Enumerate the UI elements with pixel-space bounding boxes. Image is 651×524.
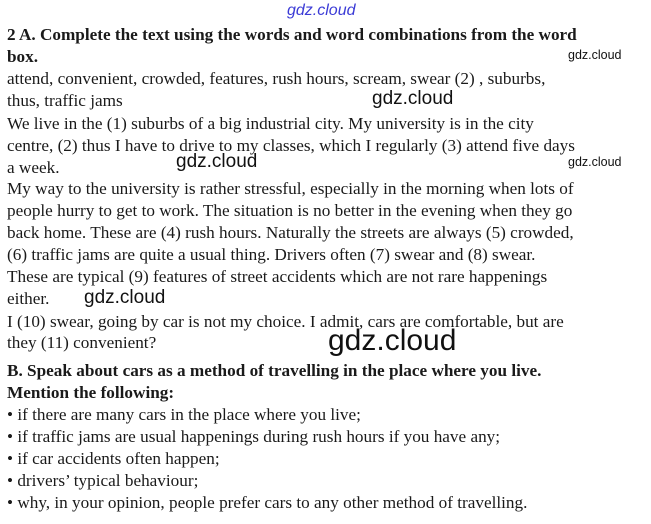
bullet-item: • if car accidents often happen; bbox=[7, 449, 220, 468]
part-b-heading-line-2: Mention the following: bbox=[7, 383, 175, 402]
text-line: people hurry to get to work. The situation is no better in the evening when they go bbox=[7, 201, 573, 220]
word-box-line-1: attend, convenient, crowded, features, rush hours, scream, swear (2) , suburbs, bbox=[7, 69, 546, 88]
text-line: My way to the university is rather stressful, especially in the morning when lots of bbox=[7, 179, 574, 198]
bullet-item: • if there are many cars in the place where you live; bbox=[7, 405, 361, 424]
watermark-medium-1: gdz.cloud bbox=[372, 88, 454, 109]
text-line: These are typical (9) features of street accidents which are not rare happenings bbox=[7, 267, 548, 286]
word-box-line-2: thus, traffic jams bbox=[7, 91, 123, 110]
text-line: We live in the (1) suburbs of a big industrial city. My university is in the city bbox=[7, 114, 534, 133]
text-line: I (10) swear, going by car is not my choice. I admit, cars are comfortable, but are bbox=[7, 312, 564, 331]
bullet-item: • why, in your opinion, people prefer cars to any other method of travelling. bbox=[7, 493, 528, 512]
bullet-item: • drivers’ typical behaviour; bbox=[7, 471, 199, 490]
watermark-top: gdz.cloud bbox=[287, 2, 356, 19]
part-b-heading-line-1: B. Speak about cars as a method of travelling in the place where you live. bbox=[7, 361, 542, 380]
watermark-medium-2: gdz.cloud bbox=[176, 151, 258, 172]
exercise-heading-line-2: box. bbox=[7, 47, 39, 66]
text-line: they (11) convenient? bbox=[7, 333, 157, 352]
watermark-small-2: gdz.cloud bbox=[568, 155, 622, 169]
text-line: centre, (2) thus I have to drive to my classes, which I regularly (3) attend five days bbox=[7, 136, 575, 155]
text-line: back home. These are (4) rush hours. Naturally the streets are always (5) crowded, bbox=[7, 223, 574, 242]
text-line: (6) traffic jams are quite a usual thing. Drivers often (7) swear and (8) swear. bbox=[7, 245, 536, 264]
text-line: either. bbox=[7, 289, 50, 308]
watermark-small-1: gdz.cloud bbox=[568, 48, 622, 62]
watermark-large: gdz.cloud bbox=[328, 324, 457, 357]
text-line: a week. bbox=[7, 158, 60, 177]
watermark-medium-3: gdz.cloud bbox=[84, 287, 166, 308]
bullet-item: • if traffic jams are usual happenings during rush hours if you have any; bbox=[7, 427, 501, 446]
exercise-heading-line-1: 2 A. Complete the text using the words and word combinations from the word bbox=[7, 25, 577, 44]
